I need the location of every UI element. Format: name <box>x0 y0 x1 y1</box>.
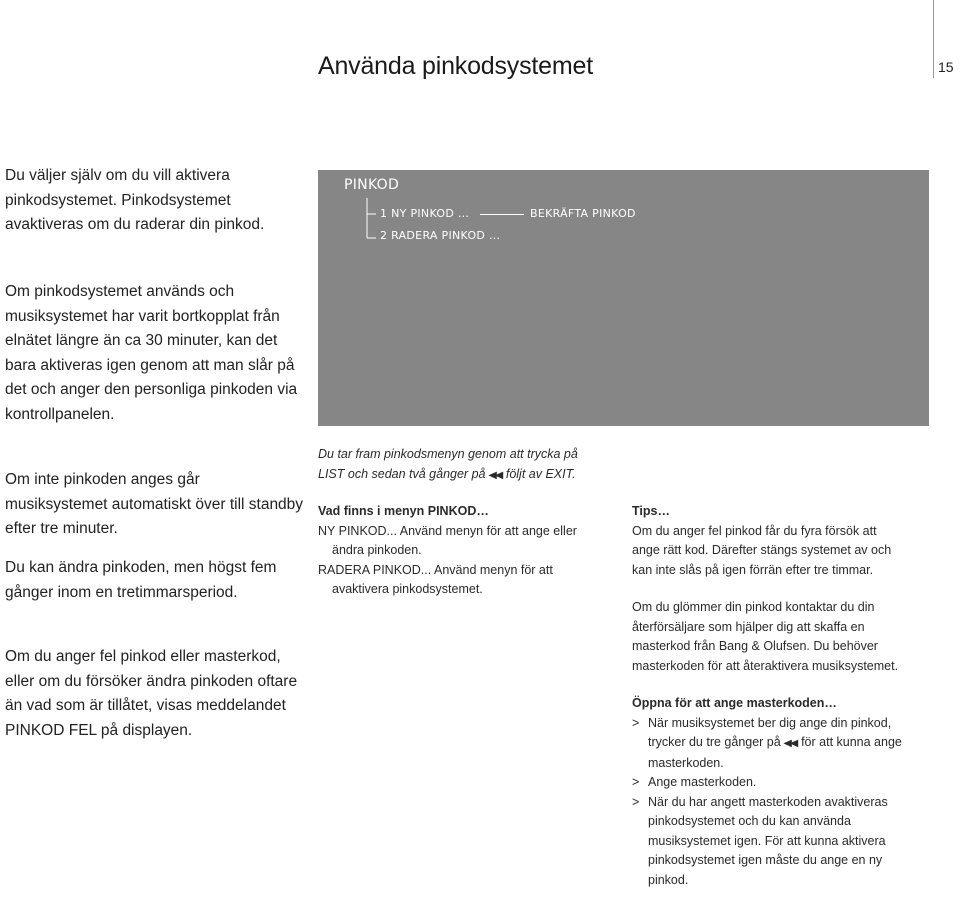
step-text: trycker du tre gånger på ◀◀ för att kunna ange <box>648 733 932 754</box>
paragraph-text: Om inte pinkoden anges går musiksystemet automatiskt över till standby efter tre minuter. <box>5 471 304 537</box>
tips-text: masterkoden för att återaktivera musiksystemet. <box>632 658 899 673</box>
paragraph-text: Du kan ändra pinkoden, men högst fem gånger inom en tretimmarsperiod. <box>5 559 277 601</box>
step-text: masterkoden. <box>648 755 724 770</box>
menu-info-text: avaktivera pinkodsystemet. <box>332 582 483 596</box>
menu-info-heading: Vad finns i menyn PINKOD… <box>318 504 489 518</box>
menu-title: PINKOD <box>344 177 400 193</box>
power-paragraph <box>5 280 305 427</box>
menu-caption <box>318 445 618 485</box>
pinkod-menu-illustration <box>318 170 929 426</box>
rewind-icon: ◀◀ <box>783 738 797 749</box>
step-text: pinkodsystemet och du kan använda <box>648 814 851 828</box>
step-text: pinkod. <box>648 872 689 887</box>
standby-paragraph <box>5 468 305 542</box>
tips-text: Om du anger fel pinkod får du fyra försök att <box>632 523 877 538</box>
masterkod-heading: Öppna för att ange masterkoden… <box>632 696 837 710</box>
step-marker: > <box>632 715 640 730</box>
menu-connector-line <box>480 214 524 215</box>
step-item <box>632 773 932 793</box>
tips-text: ange rätt kod. Därefter stängs systemet av och <box>632 543 892 557</box>
paragraph-text: Om du anger fel pinkod eller masterkod, eller om du försöker ändra pinkoden oftare än vad som är tillåtet, visas meddelandet PINKOD FEL på displayen. <box>5 648 298 739</box>
step-text: Ange masterkoden. <box>648 775 757 789</box>
menu-info-text: RADERA PINKOD... Använd menyn för att <box>318 562 553 577</box>
step-marker: > <box>632 794 640 809</box>
header-divider <box>933 0 934 78</box>
intro-paragraph <box>5 164 305 238</box>
page-number: 15 <box>938 59 954 75</box>
menu-item-radera-pinkod: 2 RADERA PINKOD … <box>380 229 501 242</box>
tips-text: kan inte slås på igen förrän efter tre timmar. <box>632 562 874 577</box>
step-item <box>632 793 932 891</box>
menu-confirm-label: BEKRÄFTA PINKOD <box>530 207 636 220</box>
paragraph-text: Om pinkodsystemet används och musiksystemet har varit bortkopplat från elnätet längre än ca 30 minuter, kan det bara aktiveras igen genom att man slår på det och anger den personliga pinkoden via kontrollpanelen. <box>5 283 298 423</box>
error-paragraph <box>5 645 305 743</box>
menu-info <box>318 502 618 600</box>
change-paragraph <box>5 556 305 605</box>
menu-item-ny-pinkod: 1 NY PINKOD … <box>380 207 470 220</box>
caption-text: LIST och sedan två gånger på <box>318 466 486 481</box>
caption-text: följt av EXIT. <box>505 466 576 481</box>
menu-info-text: NY PINKOD... Använd menyn för att ange eller <box>318 523 577 538</box>
caption-line: Du tar fram pinkodsmenyn genom att trycka på <box>318 447 578 461</box>
rewind-icon: ◀◀ <box>488 469 501 481</box>
tips-text: masterkod från Bang & Olufsen. Du behöver <box>632 639 878 653</box>
tips-text: återförsäljare som hjälper dig att skaffa en <box>632 619 865 634</box>
step-marker: > <box>632 775 640 789</box>
step-text: När du har angett masterkoden avaktiveras <box>648 794 888 809</box>
step-text: pinkodsystemet igen måste du ange en ny <box>648 853 883 867</box>
tips-heading: Tips… <box>632 504 670 518</box>
step-text: När musiksystemet ber dig ange din pinkod, <box>648 715 892 730</box>
tips-column <box>632 502 932 890</box>
tips-text: Om du glömmer din pinkod kontaktar du din <box>632 600 875 614</box>
paragraph-text: Du väljer själv om du vill aktivera pinkodsystemet. Pinkodsystemet avaktiveras om du raderar din pinkod. <box>5 167 265 233</box>
menu-tree-lines <box>366 198 380 242</box>
menu-info-text: ändra pinkoden. <box>332 543 422 557</box>
step-item <box>632 714 932 774</box>
caption-line <box>318 465 618 486</box>
step-text: musiksystemet igen. För att kunna aktivera <box>648 833 886 848</box>
page-title: Använda pinkodsystemet <box>318 52 593 80</box>
